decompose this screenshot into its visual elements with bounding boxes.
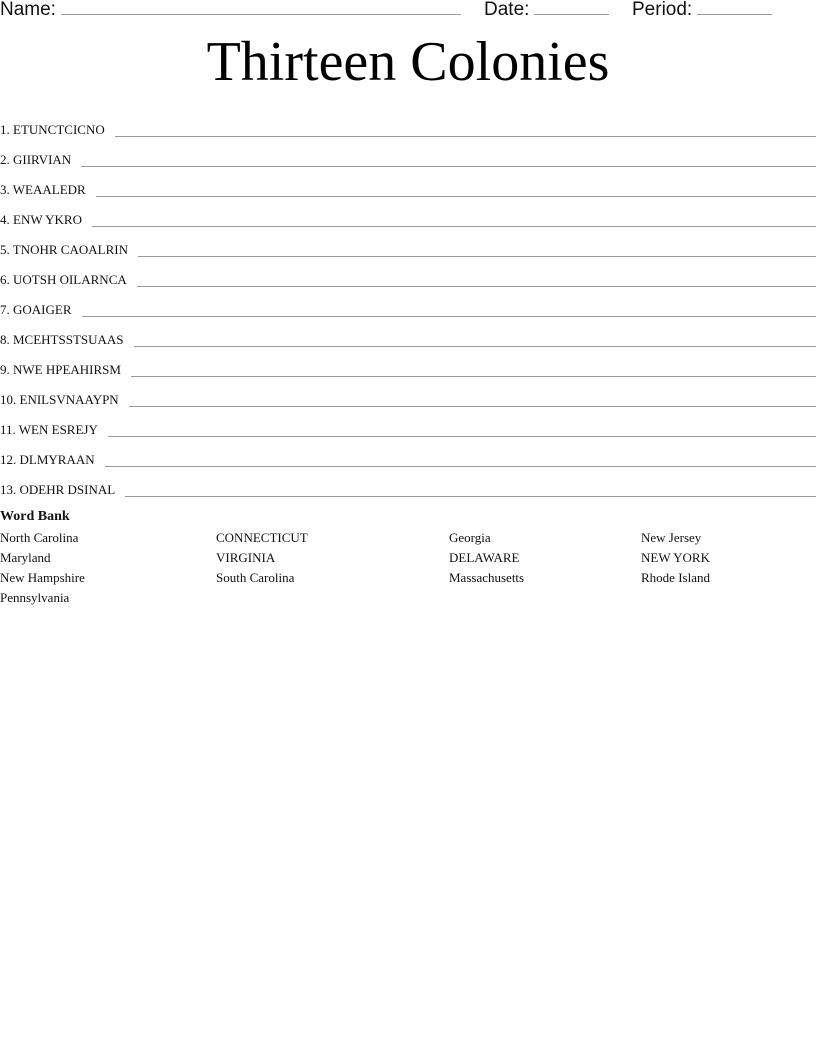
question-label: 4. ENW YKRO <box>0 212 82 227</box>
question-label: 5. TNOHR CAOALRIN <box>0 242 128 257</box>
question-row <box>0 170 816 200</box>
word-bank-item: Pennsylvania <box>0 590 70 605</box>
name-blank[interactable] <box>61 0 461 15</box>
period-field[interactable] <box>632 0 772 21</box>
word-bank-item: Maryland <box>0 550 51 565</box>
question-label: 1. ETUNCTCICNO <box>0 122 105 137</box>
answer-blank[interactable] <box>129 392 816 407</box>
answer-blank[interactable] <box>92 212 816 227</box>
answer-blank[interactable] <box>134 332 816 347</box>
question-label: 11. WEN ESREJY <box>0 422 98 437</box>
answer-blank[interactable] <box>82 302 816 317</box>
answer-blank[interactable] <box>137 272 816 287</box>
question-row <box>0 350 816 380</box>
question-label: 6. UOTSH OILARNCA <box>0 272 127 287</box>
answer-blank[interactable] <box>138 242 816 257</box>
answer-blank[interactable] <box>108 422 816 437</box>
question-label: 8. MCEHTSSTSUAAS <box>0 332 124 347</box>
question-label: 13. ODEHR DSINAL <box>0 482 116 497</box>
word-bank-item: South Carolina <box>216 570 295 585</box>
question-row <box>0 320 816 350</box>
date-field[interactable] <box>484 0 609 21</box>
question-row <box>0 380 816 410</box>
question-row <box>0 290 816 320</box>
word-bank-item: Rhode Island <box>641 570 710 585</box>
question-label: 3. WEAALEDR <box>0 182 86 197</box>
word-bank-item: DELAWARE <box>449 550 520 565</box>
name-label: Name: <box>0 0 56 20</box>
question-row <box>0 200 816 230</box>
answer-blank[interactable] <box>115 122 816 137</box>
word-bank-item: Massachusetts <box>449 570 525 585</box>
word-bank-item: CONNECTICUT <box>216 530 308 545</box>
word-bank-item: New Hampshire <box>0 570 85 585</box>
question-label: 9. NWE HPEAHIRSM <box>0 362 121 377</box>
question-label: 2. GIIRVIAN <box>0 152 72 167</box>
question-row <box>0 140 816 170</box>
answer-blank[interactable] <box>105 452 816 467</box>
period-label: Period: <box>632 0 693 20</box>
question-row <box>0 260 816 290</box>
question-label: 12. DLMYRAAN <box>0 452 95 467</box>
question-label: 7. GOAIGER <box>0 302 72 317</box>
word-bank-item: NEW YORK <box>641 550 710 565</box>
answer-blank[interactable] <box>125 482 816 497</box>
question-row <box>0 470 816 500</box>
period-blank[interactable] <box>697 0 772 15</box>
word-bank-item: Georgia <box>449 530 491 545</box>
word-bank-item: VIRGINIA <box>216 550 276 565</box>
date-blank[interactable] <box>534 0 609 15</box>
word-bank-item: North Carolina <box>0 530 79 545</box>
question-label: 10. ENILSVNAAYPN <box>0 392 119 407</box>
word-bank-item: New Jersey <box>641 530 702 545</box>
answer-blank[interactable] <box>131 362 816 377</box>
answer-blank[interactable] <box>96 182 816 197</box>
name-field[interactable] <box>0 0 461 21</box>
date-label: Date: <box>484 0 530 20</box>
worksheet-header <box>0 0 816 22</box>
answer-blank[interactable] <box>81 152 816 167</box>
scramble-questions <box>0 110 816 500</box>
question-row <box>0 230 816 260</box>
worksheet-title: Thirteen Colonies <box>206 31 610 93</box>
question-row <box>0 110 816 140</box>
question-row <box>0 410 816 440</box>
word-bank-title: Word Bank <box>0 509 70 524</box>
question-row <box>0 440 816 470</box>
